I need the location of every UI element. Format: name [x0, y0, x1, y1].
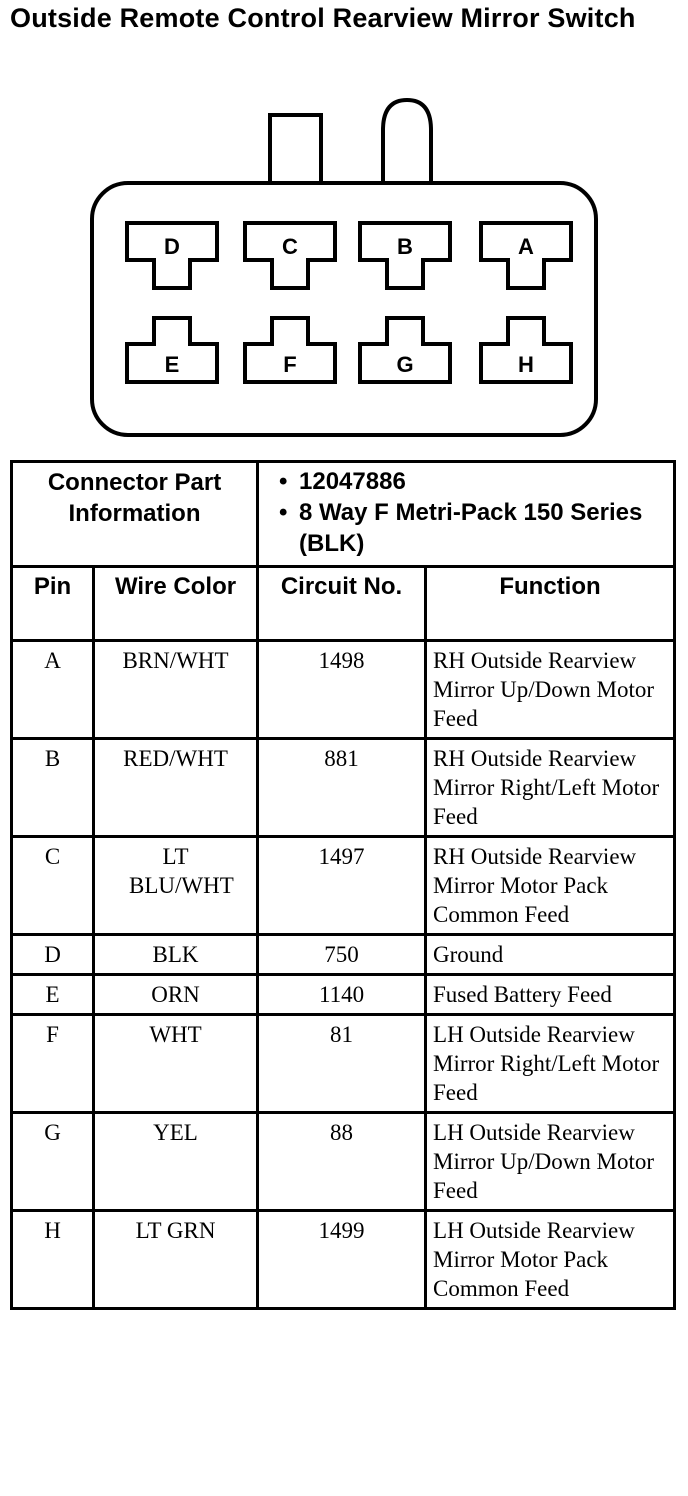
terminal-label: E: [164, 352, 180, 377]
table-row: [12, 935, 675, 975]
wire-color-cell: WHT: [94, 1015, 258, 1113]
circuit-cell: 81: [258, 1015, 426, 1113]
connector-info-values: [258, 462, 675, 567]
circuit-cell: 881: [258, 739, 426, 837]
connector-housing: [92, 183, 596, 435]
pin-cell: D: [12, 935, 94, 975]
table-row: [12, 641, 675, 739]
pin-cell: A: [12, 641, 94, 739]
function-cell: LH Outside Rearview Mirror Motor Pack Common Feed: [426, 1211, 675, 1309]
connector-face-diagram: [0, 0, 688, 450]
pinout-table: [10, 460, 676, 1310]
terminal-label: G: [396, 352, 414, 377]
wire-color-cell: LT BLU/WHT: [94, 837, 258, 935]
table-row: [12, 975, 675, 1015]
pin-cell: B: [12, 739, 94, 837]
wire-color-cell: ORN: [94, 975, 258, 1015]
table-row: [12, 739, 675, 837]
terminal-label: C: [282, 234, 298, 259]
circuit-cell: 1497: [258, 837, 426, 935]
header-row: [12, 567, 675, 641]
terminal-label: B: [397, 234, 413, 259]
function-cell: Fused Battery Feed: [426, 975, 675, 1015]
function-cell: RH Outside Rearview Mirror Right/Left Motor Feed: [426, 739, 675, 837]
terminal-label: H: [518, 352, 534, 377]
pin-cell: H: [12, 1211, 94, 1309]
pin-cell: G: [12, 1113, 94, 1211]
header-circuit-no: Circuit No.: [258, 567, 426, 641]
wire-color-cell: RED/WHT: [94, 739, 258, 837]
pin-cell: E: [12, 975, 94, 1015]
connector-round-tab: [383, 100, 431, 183]
header-function: Function: [426, 567, 675, 641]
circuit-cell: 750: [258, 935, 426, 975]
function-cell: Ground: [426, 935, 675, 975]
circuit-cell: 1499: [258, 1211, 426, 1309]
connector-type: • 8 Way F Metri-Pack 150 Series (BLK): [299, 497, 673, 559]
function-cell: RH Outside Rearview Mirror Up/Down Motor Feed: [426, 641, 675, 739]
table-row: [12, 837, 675, 935]
table-row: [12, 1211, 675, 1309]
wire-color-cell: LT GRN: [94, 1211, 258, 1309]
connector-square-tab: [270, 115, 321, 183]
wire-color-cell: YEL: [94, 1113, 258, 1211]
function-cell: RH Outside Rearview Mirror Motor Pack Common Feed: [426, 837, 675, 935]
function-cell: LH Outside Rearview Mirror Up/Down Motor Feed: [426, 1113, 675, 1211]
circuit-cell: 1498: [258, 641, 426, 739]
header-pin: Pin: [12, 567, 94, 641]
connector-info-label: Connector Part Information: [12, 462, 258, 567]
table-row: [12, 1015, 675, 1113]
circuit-cell: 1140: [258, 975, 426, 1015]
terminal-label: D: [164, 234, 180, 259]
part-number: • 12047886: [299, 466, 673, 497]
table-row: [12, 1113, 675, 1211]
pin-cell: F: [12, 1015, 94, 1113]
header-wire-color: Wire Color: [94, 567, 258, 641]
function-cell: LH Outside Rearview Mirror Right/Left Motor Feed: [426, 1015, 675, 1113]
pin-cell: C: [12, 837, 94, 935]
wire-color-cell: BRN/WHT: [94, 641, 258, 739]
terminal-label: A: [518, 234, 534, 259]
page-title: Outside Remote Control Rearview Mirror Switch: [10, 3, 636, 33]
wire-color-cell: BLK: [94, 935, 258, 975]
circuit-cell: 88: [258, 1113, 426, 1211]
connector-info-row: [12, 462, 675, 567]
terminal-label: F: [283, 352, 297, 377]
